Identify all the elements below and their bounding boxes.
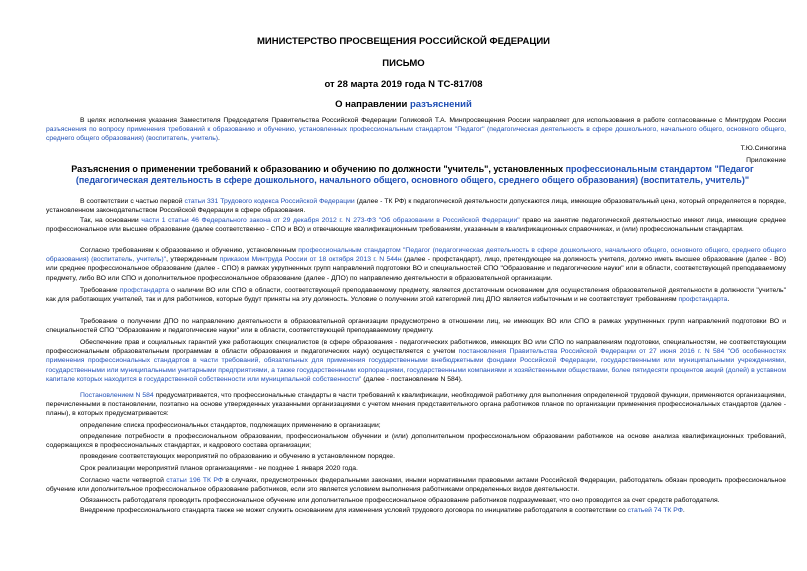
list-item: определение потребности в профессиональном образовании, профессиональном обучении и (или) дополнительном профессиональном образовании работников на основе анализа квалификационных требований, содержащихся в профессиональных стандартах, и кадрового состава организации; [46, 433, 786, 450]
text: . [682, 507, 685, 514]
text: Согласно требованиям к образованию и обучению, установленным [80, 247, 299, 254]
decree-584-link[interactable]: постановления Правительства Российской Федерации от 27 июня 2016 г. N 584 "Об особенностях применения профессиональных стандартов в части требований, обязательных для применения государственными внебюджетными фондами Российской Федерации, государственными или муниципальными учреждениями, государственными или муниципальными унитарными предприятиями, а также государственными корпорациями, государственными компаниями и хозяйственными обществами, более пятидесяти процентов акций (долей) в уставном капитале которых находится в государственной собственности или муниципальной собственности" [46, 348, 786, 383]
body-paragraph [46, 246, 786, 283]
document-subject [0, 99, 807, 111]
text: . [727, 296, 730, 304]
explanation-title [40, 164, 785, 186]
text: предусматривается, что профессиональные стандарты в части требований к квалификации, необходимой работнику для выполнения определенной трудовой функции, применяются организациями, перечисленными в постановлении, поэтапно на основе утвержденных указанными организациями с учетом мнения представительного органа работников планов по организации применения профессиональных стандартов (далее - планы), в которых предусматривается: [46, 392, 786, 418]
body-paragraph [46, 391, 786, 419]
tk-rf-article-331-link[interactable]: статьи 331 Трудового кодекса Российской Федерации [184, 198, 355, 205]
title-link[interactable]: профессиональным стандартом "Педагог (педагогическая деятельность в сфере дошкольного, начального общего, основного общего, среднего общего образования) (воспитатель, учитель)" [75, 164, 754, 185]
signer: Т.Ю.Синюгина [740, 145, 786, 152]
title-text: Разъяснения о применении требований к образованию и обучению по должности "учитель", установленных [71, 164, 566, 174]
tk-rf-article-74-link[interactable]: статьей 74 ТК РФ [627, 507, 683, 514]
intro-text: В целях исполнения указания Заместителя Председателя Правительства Российской Федерации Голиковой Т.А. Минпросвещения России направляет для использования в работе согласованные с Минтрудом России [80, 117, 786, 124]
text: (далее - профстандарт), лицо, претендующее на должность учителя, должно иметь высшее образование (далее - ВО) или среднее профессиональное образование (далее - СПО) в рамках укрупненных групп направлений подготовки ВО и специальностей СПО "Образование и педагогические науки" или в области, соответствующей преподаваемому предмету, либо ВО или СПО и дополнительное профессиональное образование (далее - ДПО) по направлению деятельности в образовательной организации. [46, 256, 786, 282]
ministry-heading: МИНИСТЕРСТВО ПРОСВЕЩЕНИЯ РОССИЙСКОЙ ФЕДЕРАЦИИ [256, 36, 551, 47]
document-date-number: от 28 марта 2019 года N ТС-817/08 [324, 79, 483, 90]
text: (далее - постановление N 584). [361, 375, 463, 383]
text: , утвержденным [166, 256, 220, 264]
appendix-label: Приложение [746, 157, 786, 164]
body-paragraph [46, 506, 786, 515]
text: Обеспечение прав и социальных гарантий уже работающих специалистов (в сфере образования - педагогических работников, имеющих ВО или СПО по направлениям подготовки, специальностям, не соответствующим профессиональным образовательным программам в области образования и педагогических наук) осуществляется с учетом [46, 339, 786, 356]
text: (далее - ТК РФ) к педагогической деятельности допускаются лица, имеющие образовательный ценз, который определяется в порядке, установленном законодательством Российской Федерации в сфере образования. [46, 198, 786, 215]
text: В соответствии с частью первой [80, 198, 185, 205]
profstandard-link[interactable]: профессиональным стандартом "Педагог (педагогическая деятельность в сфере дошкольного, начального общего, основного общего, среднего общего образования) (воспитатель, учитель)" [46, 247, 786, 264]
body-paragraph [46, 286, 786, 304]
text: о наличии ВО или СПО в области, соответствующей преподаваемому предмету, является достаточным основанием для осуществления образовательной деятельности в должности "учитель" как для работающих учителей, так и для работников, которые будут приняты на эту должность. Условие о получении этой категорией лиц ДПО является избыточным и не соответствует требованиям [46, 287, 786, 304]
body-paragraph [46, 197, 786, 215]
intro-link[interactable]: разъяснения по вопросу применения требований к образованию и обучению, установленных профессиональным стандартом "Педагог" (педагогическая деятельность в сфере дошкольного, начального общего, основного общего, среднего общего образования) (воспитатель, учитель) [46, 126, 786, 143]
intro-end: . [218, 135, 220, 143]
subject-prefix: О направлении [335, 99, 410, 110]
document-type: ПИСЬМО [382, 58, 425, 69]
list-item: проведение соответствующих мероприятий по образованию и обучению в установленном порядке. [80, 453, 395, 460]
body-paragraph [46, 216, 786, 234]
body-paragraph [46, 476, 786, 494]
profstandard-link[interactable]: профстандарта [678, 296, 728, 304]
body-paragraph: Срок реализации мероприятий планов организациями - не позднее 1 января 2020 года. [80, 465, 358, 472]
body-paragraph: Обязанность работодателя проводить профессиональное обучение или дополнительное профессиональное образование работников подразумевает, что оно проводится за счет средств работодателя. [80, 497, 720, 504]
subject-link[interactable]: разъяснений [409, 99, 472, 110]
decree-584-link[interactable]: Постановлением N 584 [80, 392, 154, 399]
text: Внедрение профессионального стандарта также не может служить основанием для изменения условий трудового договора по инициативе работодателя в соответствии со [80, 507, 628, 514]
text: Согласно части четвертой [80, 477, 167, 484]
text: право на занятие педагогической деятельностью имеют лица, имеющие среднее профессиональное или высшее образование (далее соответственно - СПО и ВО) и отвечающие квалификационным требованиям, указанным в квалификационных справочниках, и (или) профессиональным стандартам. [46, 217, 787, 234]
law-273-link[interactable]: части 1 статьи 46 Федерального закона от 29 декабря 2012 г. N 273-ФЗ "Об образовании в Российской Федерации" [141, 217, 520, 224]
list-item: определение списка профессиональных стандартов, подлежащих применению в организации; [80, 422, 381, 429]
body-paragraph [46, 338, 786, 384]
tk-rf-article-196-link[interactable]: статьи 196 ТК РФ [166, 477, 224, 484]
body-paragraph: Требование о получении ДПО по направлению деятельности в образовательной организации предусмотрено в отношении лиц, не имеющих ВО или СПО в рамках укрупненных групп направлений подготовки ВО и специальностей СПО "Образование и педагогические науки" или в области, соответствующей преподаваемому предмету. [46, 318, 786, 335]
text: в случаях, предусмотренных федеральными законами, иными нормативными правовыми актами Российской Федерации, работодатель обязан проводить профессиональное обучение или дополнительное профессиональное образование работников, если это является условием выполнения работниками определенных видов деятельности. [46, 477, 786, 494]
intro-paragraph [46, 116, 786, 144]
text: Требование [80, 287, 120, 294]
text: Так, на основании [80, 217, 142, 224]
profstandard-link[interactable]: профстандарта [119, 287, 169, 294]
order-544n-link[interactable]: приказом Минтруда России от 18 октября 2013 г. N 544н [219, 256, 402, 264]
